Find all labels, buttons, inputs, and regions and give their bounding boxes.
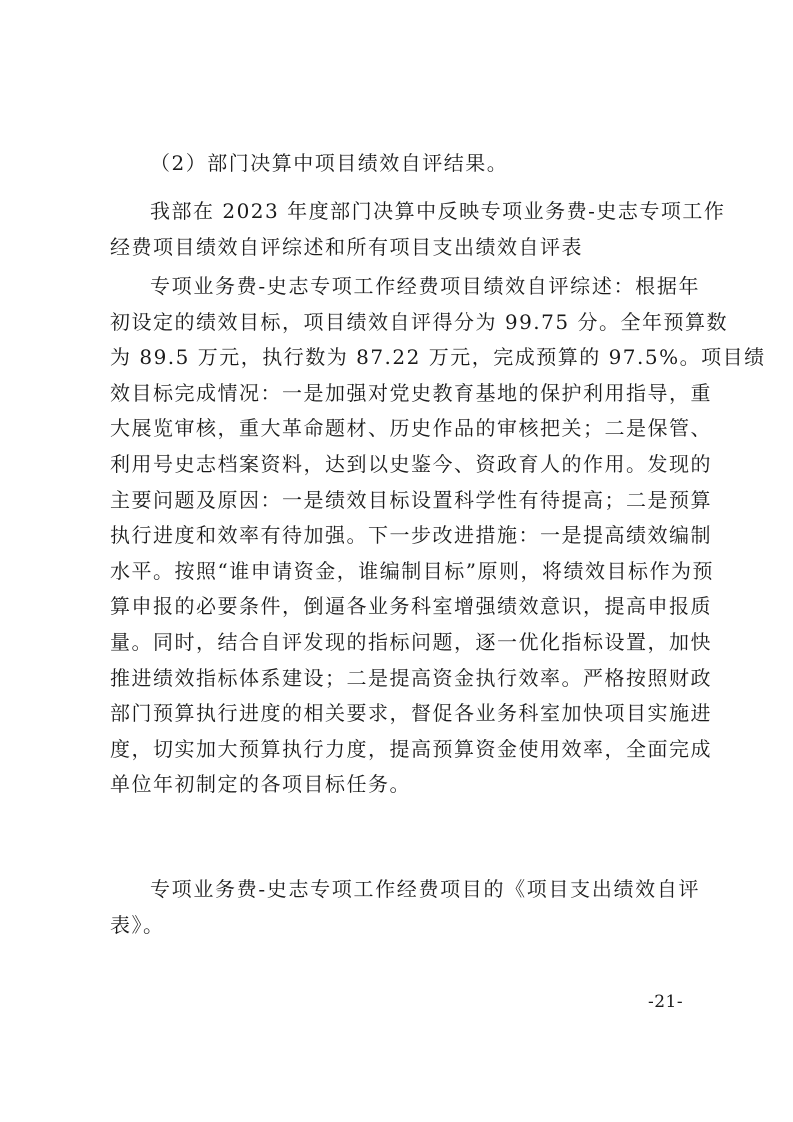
paragraph-2-line: 为 89.5 万元，执行数为 87.22 万元，完成预算的 97.5%。项目绩 — [110, 345, 766, 370]
paragraph-2-line: 初设定的绩效目标，项目绩效自评得分为 99.75 分。全年预算数 — [110, 309, 728, 334]
paragraph-2-line: 水平。按照“谁申请资金，谁编制目标”原则，将绩效目标作为预 — [110, 558, 714, 583]
paragraph-2-line: 推进绩效指标体系建设；二是提高资金执行效率。严格按照财政 — [110, 665, 712, 690]
paragraph-2 — [110, 269, 766, 803]
paragraph-2-line: 效目标完成情况：一是加强对党史教育基地的保护利用指导，重 — [110, 380, 712, 405]
paragraph-2-line: 利用号史志档案资料，达到以史鉴今、资政育人的作用。发现的 — [110, 451, 712, 476]
paragraph-3-line: 表》。 — [110, 912, 165, 937]
paragraph-1-line: 我部在 2023 年度部门决算中反映专项业务费-史志专项工作 — [150, 199, 726, 223]
paragraph-2-line: 算申报的必要条件，倒逼各业务科室增强绩效意识，提高申报质 — [110, 594, 712, 619]
paragraph-3 — [110, 872, 700, 943]
paragraph-1-line: 经费项目绩效自评综述和所有项目支出绩效自评表 — [110, 234, 583, 259]
section-heading-block — [110, 146, 700, 182]
paragraph-2-line: 大展览审核，重大革命题材、历史作品的审核把关；二是保管、 — [110, 416, 712, 441]
paragraph-2-line: 部门预算执行进度的相关要求，督促各业务科室加快项目实施进 — [110, 701, 712, 726]
paragraph-2-line: 专项业务费-史志专项工作经费项目绩效自评综述：根据年 — [150, 274, 700, 298]
paragraph-1 — [110, 194, 726, 265]
paragraph-2-line: 单位年初制定的各项目标任务。 — [110, 772, 411, 797]
paragraph-2-line: 主要问题及原因：一是绩效目标设置科学性有待提高；二是预算 — [110, 487, 712, 512]
page-number: -21- — [648, 992, 684, 1012]
paragraph-2-line: 度，切实加大预算执行力度，提高预算资金使用效率，全面完成 — [110, 736, 712, 761]
section-heading: （2）部门决算中项目绩效自评结果。 — [150, 151, 509, 175]
paragraph-3-line: 专项业务费-史志专项工作经费项目的《项目支出绩效自评 — [150, 877, 700, 901]
paragraph-2-line: 执行进度和效率有待加强。下一步改进措施：一是提高绩效编制 — [110, 523, 712, 548]
paragraph-2-line: 量。同时，结合自评发现的指标问题，逐一优化指标设置，加快 — [110, 629, 712, 654]
